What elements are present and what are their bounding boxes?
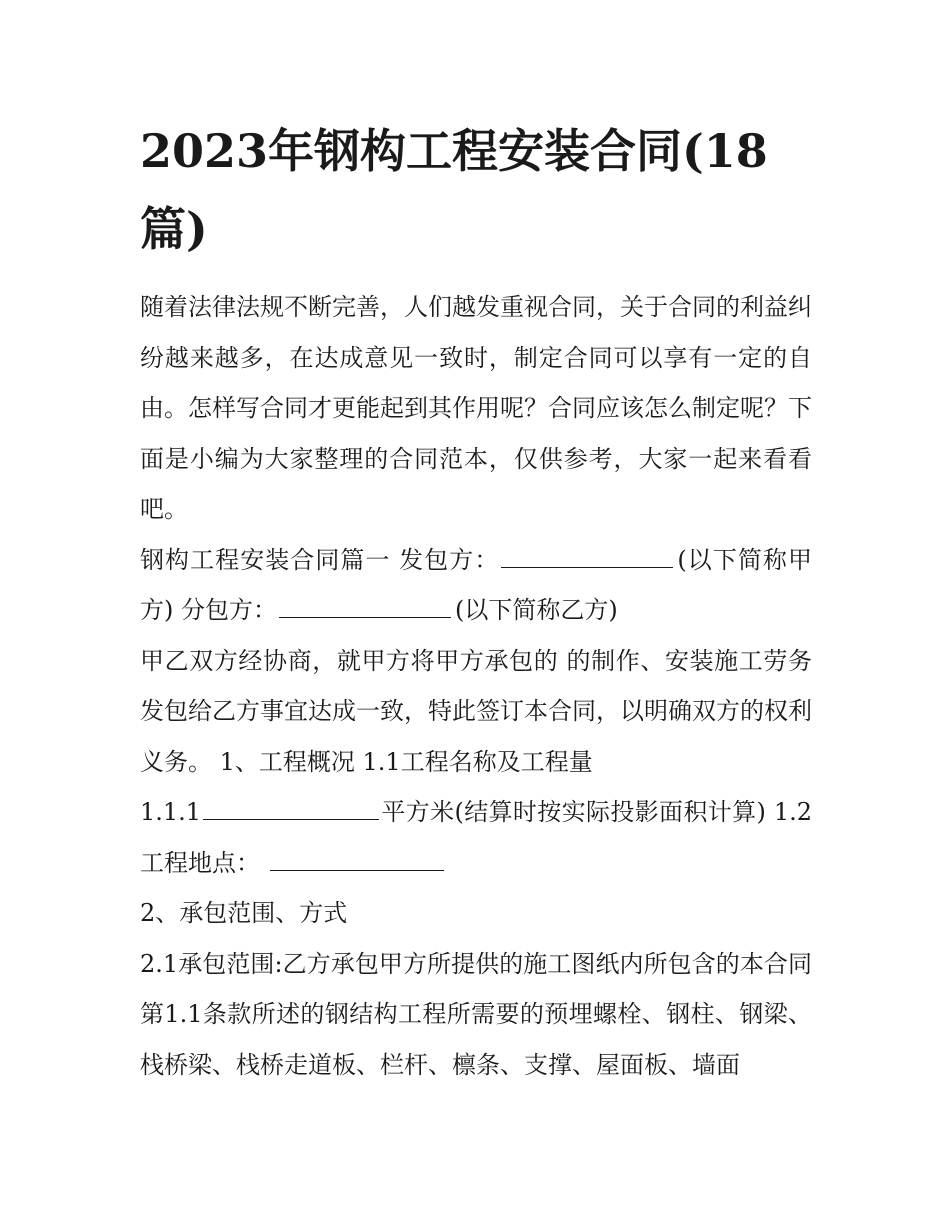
section-2-heading: 2、承包范围、方式 xyxy=(140,899,348,927)
clause-1-1-1-number: 1.1.1 xyxy=(140,798,202,826)
parties-end-text: (以下简称乙方) xyxy=(455,596,618,624)
subcontractor-blank-field xyxy=(279,595,451,618)
clause-1-1-1-paragraph xyxy=(140,787,812,888)
location-blank-field xyxy=(270,848,444,871)
parties-lead-text: 钢构工程安装合同篇一 发包方： xyxy=(140,545,500,574)
clause-2-1-paragraph: 2.1承包范围:乙方承包甲方所提供的施工图纸内所包含的本合同第1.1条款所述的钢结构工程所需要的预埋螺栓、钢柱、钢梁、栈桥梁、栈桥走道板、栏杆、檩条、支撑、屋面板、墙面 xyxy=(140,949,812,1079)
document-title: 2023年钢构工程安装合同(18篇) xyxy=(140,124,768,256)
employer-blank-field xyxy=(501,545,673,568)
parties-paragraph xyxy=(140,535,812,636)
intro-paragraph: 随着法律法规不断完善，人们越发重视合同，关于合同的利益纠纷越来越多，在达成意见一致时，制定合同可以享有一定的自由。怎样写合同才更能起到其作用呢？合同应该怎么制定呢？下面是小编为大家整理的合同范本，仅供参考，大家一起来看看吧。 xyxy=(140,293,812,523)
parties-middle-text: (以下简称甲方) 分包方： xyxy=(140,545,812,624)
agreement-paragraph: 甲乙双方经协商，就甲方将甲方承包的 的制作、安装施工劳务发包给乙方事宜达成一致，特此签订本合同，以明确双方的权利义务。 1、工程概况 1.1工程名称及工程量 xyxy=(140,646,812,776)
area-blank-field xyxy=(203,797,379,820)
document-page xyxy=(140,112,812,1090)
clause-1-1-1-text: 平方米(结算时按实际投影面积计算) 1.2工程地点： xyxy=(140,798,812,877)
